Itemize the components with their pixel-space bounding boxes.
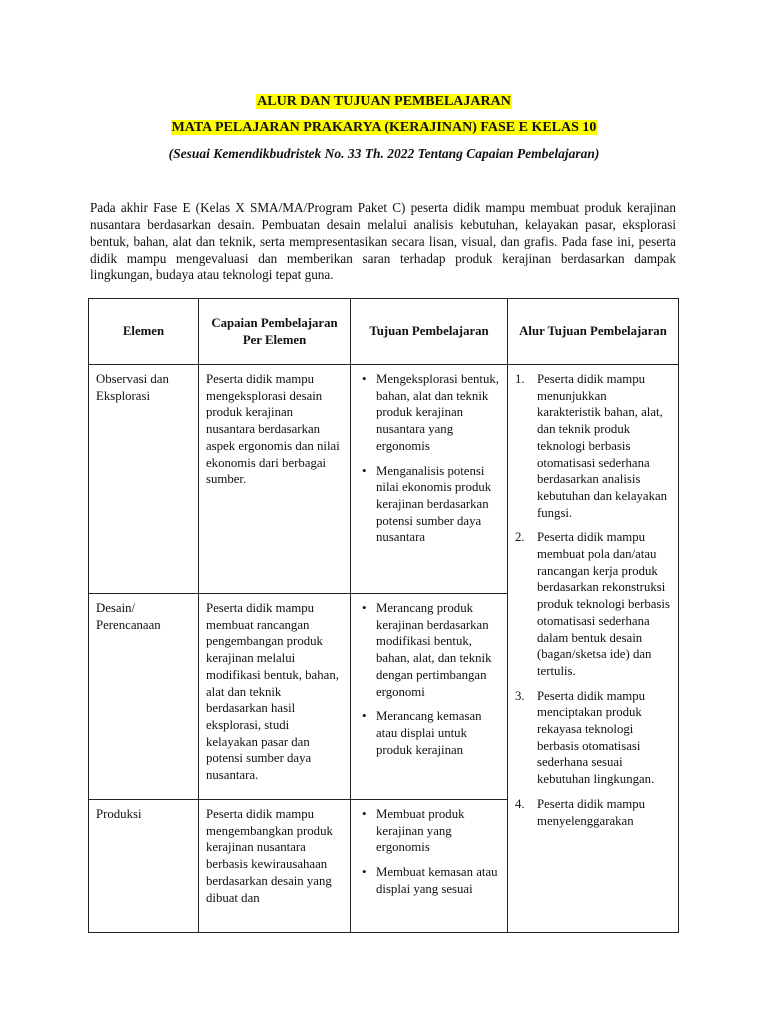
- list-item: [515, 371, 671, 521]
- list-number: 1.: [515, 372, 525, 386]
- title-line-2-text: MATA PELAJARAN PRAKARYA (KERAJINAN) FASE E KELAS 10: [171, 120, 597, 135]
- cell-capaian: Peserta didik mampu mengembangkan produk kerajinan nusantara berbasis kewirausahaan berdasarkan desain yang dibuat dan: [199, 800, 351, 933]
- cell-elemen: Observasi dan Eksplorasi: [89, 365, 199, 594]
- list-item: • Merancang produk kerajinan berdasarkan modifikasi bentuk, bahan, alat, dan teknik dengan pertimbangan ergonomi: [376, 600, 500, 700]
- cell-tujuan: [351, 800, 508, 933]
- title-line-1: [0, 93, 768, 110]
- cell-tujuan: [351, 594, 508, 800]
- document-header: [0, 93, 768, 162]
- tujuan-list: [358, 600, 500, 758]
- list-number: 3.: [515, 688, 525, 703]
- header-tujuan: Tujuan Pembelajaran: [351, 299, 508, 365]
- list-item: • Membuat kemasan atau displai yang sesuai: [376, 864, 500, 897]
- list-item: • Mengeksplorasi bentuk, bahan, alat dan teknik produk kerajinan nusantara yang ergonomis: [376, 371, 500, 455]
- header-elemen: Elemen: [89, 299, 199, 365]
- list-text: Peserta didik mampu membuat pola dan/atau rancangan kerja produk berdasarkan rekonstruksi produk teknologi berbasis otomatisasi sederhana dalam bentuk desain (bagan/sketsa ide) dan tertulis.: [537, 530, 670, 678]
- cell-capaian: Peserta didik mampu mengeksplorasi desain produk kerajinan nusantara berdasarkan aspek ergonomis dan nilai ekonomis dari berbagai sumber.: [199, 365, 351, 594]
- intro-paragraph: Pada akhir Fase E (Kelas X SMA/MA/Program Paket C) peserta didik mampu membuat produk kerajinan nusantara berdasarkan desain. Pembuatan desain melalui analisis kebutuhan, kelayakan pasar, eksplorasi bentuk, bahan, alat dan teknik, serta mempresentasikan secara lisan, visual, dan grafis. Pada fase ini, peserta didik mampu mengevaluasi dan memberikan saran terhadap produk kerajinan berdasarkan dampak lingkungan, budaya atau teknologi tepat guna.: [90, 200, 676, 283]
- list-item: • Merancang kemasan atau displai untuk produk kerajinan: [376, 708, 500, 758]
- list-item: • Membuat produk kerajinan yang ergonomis: [376, 806, 500, 856]
- learning-objectives-table: [88, 298, 679, 933]
- tujuan-list: [358, 806, 500, 898]
- list-text: Peserta didik mampu menunjukkan karakteristik bahan, alat, dan teknik produk teknologi berbasis otomatisasi sederhana berdasarkan analisis kebutuhan dan kelayakan fungsi.: [537, 372, 668, 520]
- list-text: Peserta didik mampu menciptakan produk rekayasa teknologi berbasis otomatisasi sederhana sesuai kebutuhan lingkungan.: [537, 688, 655, 787]
- list-item: • Menganalisis potensi nilai ekonomis produk kerajinan berdasarkan potensi sumber daya nusantara: [376, 463, 500, 547]
- cell-capaian: Peserta didik mampu membuat rancangan pengembangan produk kerajinan melalui modifikasi bentuk, bahan, alat dan teknik berdasarkan hasil eksplorasi, studi kelayakan pasar dan potensi sumber daya nusantara.: [199, 594, 351, 800]
- list-number: 2.: [515, 530, 525, 545]
- subtitle: (Sesuai Kemendikbudristek No. 33 Th. 2022 Tentang Capaian Pembelajaran): [168, 146, 600, 161]
- alur-list: [515, 371, 671, 829]
- header-capaian: Capaian Pembelajaran Per Elemen: [199, 299, 351, 365]
- cell-alur: [508, 365, 679, 933]
- title-line-2: [0, 119, 768, 136]
- tujuan-list: [358, 371, 500, 546]
- cell-elemen: Desain/ Perencanaan: [89, 594, 199, 800]
- list-item: [515, 796, 671, 829]
- list-item: [515, 688, 671, 788]
- header-alur: Alur Tujuan Pembelajaran: [508, 299, 679, 365]
- list-text: Peserta didik mampu menyelenggarakan: [537, 796, 646, 828]
- cell-tujuan: [351, 365, 508, 594]
- title-line-1-text: ALUR DAN TUJUAN PEMBELAJARAN: [257, 94, 511, 109]
- list-item: [515, 529, 671, 679]
- table-row: [89, 365, 679, 594]
- cell-elemen: Produksi: [89, 800, 199, 933]
- list-number: 4.: [515, 796, 525, 811]
- table-header-row: [89, 299, 679, 365]
